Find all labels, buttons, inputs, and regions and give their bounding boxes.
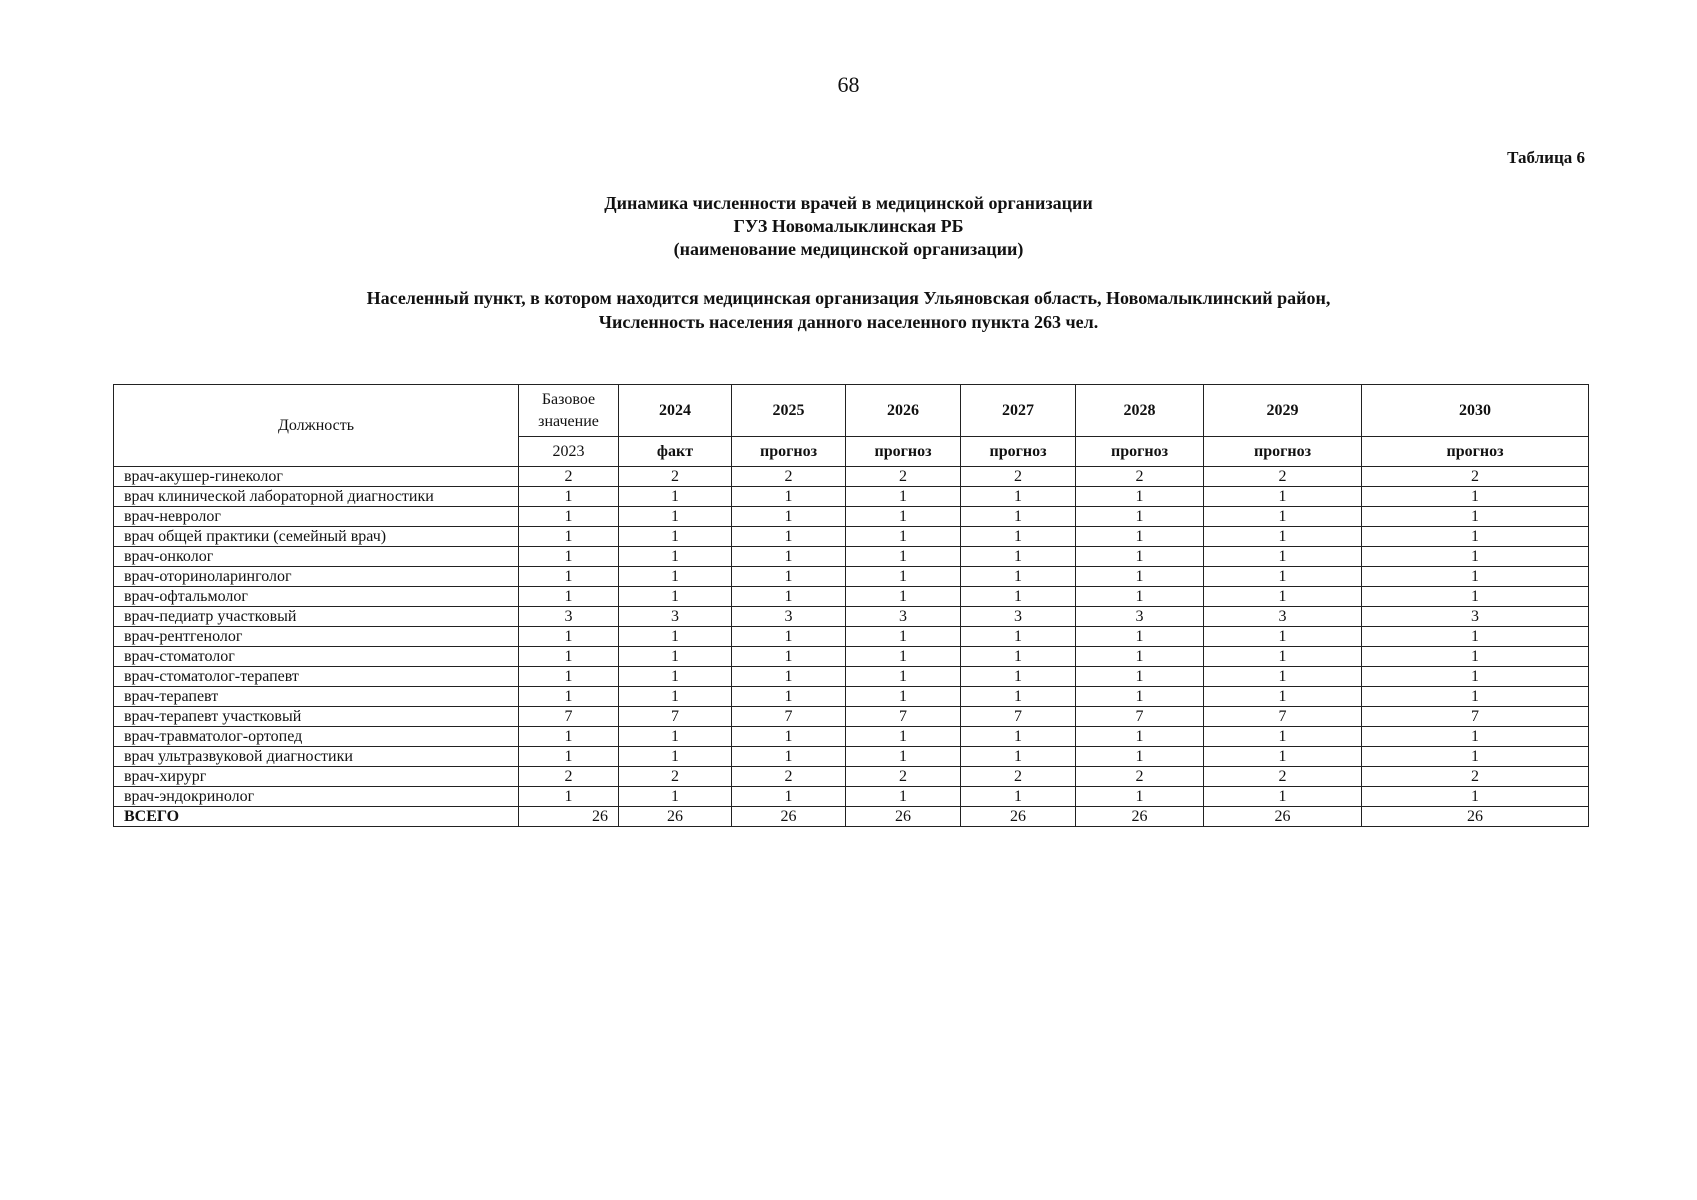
year-value-cell: 1 [619, 667, 732, 687]
year-value-cell: 1 [1076, 527, 1204, 547]
base-value-cell: 2 [519, 467, 619, 487]
year-value-cell: 1 [1076, 667, 1204, 687]
year-value-cell: 1 [846, 507, 961, 527]
heading-organization-note: (наименование медицинской организации) [673, 239, 1024, 259]
table-row [114, 567, 1589, 587]
table-row [114, 487, 1589, 507]
year-value-cell: 1 [1204, 587, 1362, 607]
year-value-cell: 1 [732, 487, 846, 507]
total-year-value: 26 [846, 807, 961, 827]
year-value-cell: 7 [1204, 707, 1362, 727]
base-value-cell: 1 [519, 647, 619, 667]
position-cell: врач-эндокринолог [114, 787, 519, 807]
year-value-cell: 1 [1204, 667, 1362, 687]
position-cell: врач-онколог [114, 547, 519, 567]
year-value-cell: 1 [732, 547, 846, 567]
year-value-cell: 1 [1204, 727, 1362, 747]
header-value-type: прогноз [1076, 437, 1204, 467]
total-year-value: 26 [732, 807, 846, 827]
year-value-cell: 1 [1362, 587, 1589, 607]
year-value-cell: 3 [619, 607, 732, 627]
year-value-cell: 1 [732, 507, 846, 527]
location-settlement: Населенный пункт, в котором находится медицинская организация Ульяновская область, Новомалыклинский район, [366, 288, 1331, 308]
position-cell: врач-травматолог-ортопед [114, 727, 519, 747]
total-year-value: 26 [1076, 807, 1204, 827]
table-row [114, 467, 1589, 487]
year-value-cell: 7 [619, 707, 732, 727]
position-cell: врач общей практики (семейный врач) [114, 527, 519, 547]
table-row [114, 527, 1589, 547]
year-value-cell: 2 [961, 767, 1076, 787]
year-value-cell: 1 [961, 507, 1076, 527]
year-value-cell: 1 [1362, 667, 1589, 687]
year-value-cell: 1 [1076, 487, 1204, 507]
year-value-cell: 1 [1204, 527, 1362, 547]
year-value-cell: 1 [619, 567, 732, 587]
year-value-cell: 3 [1204, 607, 1362, 627]
header-base-year: 2023 [519, 437, 619, 467]
table-row [114, 647, 1589, 667]
header-year: 2025 [732, 385, 846, 437]
year-value-cell: 1 [1362, 787, 1589, 807]
year-value-cell: 1 [732, 787, 846, 807]
header-year: 2028 [1076, 385, 1204, 437]
year-value-cell: 1 [732, 687, 846, 707]
position-cell: врач клинической лабораторной диагностики [114, 487, 519, 507]
table-row [114, 627, 1589, 647]
year-value-cell: 1 [619, 547, 732, 567]
year-value-cell: 2 [1204, 767, 1362, 787]
year-value-cell: 1 [619, 687, 732, 707]
year-value-cell: 1 [1076, 727, 1204, 747]
year-value-cell: 1 [732, 567, 846, 587]
base-value-cell: 1 [519, 527, 619, 547]
year-value-cell: 1 [961, 567, 1076, 587]
year-value-cell: 1 [846, 647, 961, 667]
year-value-cell: 2 [1076, 467, 1204, 487]
year-value-cell: 7 [1362, 707, 1589, 727]
header-value-type: прогноз [846, 437, 961, 467]
table-row [114, 727, 1589, 747]
year-value-cell: 1 [961, 627, 1076, 647]
total-year-value: 26 [1204, 807, 1362, 827]
year-value-cell: 1 [1362, 487, 1589, 507]
year-value-cell: 1 [619, 647, 732, 667]
table-row [114, 667, 1589, 687]
year-value-cell: 1 [1362, 647, 1589, 667]
header-year: 2024 [619, 385, 732, 437]
location-info [0, 286, 1697, 334]
table-row [114, 707, 1589, 727]
base-value-cell: 1 [519, 687, 619, 707]
year-value-cell: 2 [961, 467, 1076, 487]
base-value-cell: 1 [519, 787, 619, 807]
table-body [114, 467, 1589, 827]
year-value-cell: 7 [846, 707, 961, 727]
year-value-cell: 1 [619, 487, 732, 507]
year-value-cell: 1 [732, 527, 846, 547]
year-value-cell: 1 [1076, 587, 1204, 607]
year-value-cell: 1 [1362, 547, 1589, 567]
total-year-value: 26 [961, 807, 1076, 827]
document-heading [0, 192, 1697, 261]
year-value-cell: 1 [961, 647, 1076, 667]
table-caption: Таблица 6 [1507, 148, 1585, 167]
year-value-cell: 1 [1362, 727, 1589, 747]
year-value-cell: 1 [1362, 567, 1589, 587]
base-value-cell: 1 [519, 547, 619, 567]
year-value-cell: 1 [1204, 687, 1362, 707]
header-year: 2029 [1204, 385, 1362, 437]
year-value-cell: 1 [846, 747, 961, 767]
year-value-cell: 7 [961, 707, 1076, 727]
year-value-cell: 1 [1362, 747, 1589, 767]
position-cell: врач-оториноларинголог [114, 567, 519, 587]
year-value-cell: 1 [961, 727, 1076, 747]
year-value-cell: 1 [961, 747, 1076, 767]
year-value-cell: 1 [1362, 507, 1589, 527]
base-value-cell: 2 [519, 767, 619, 787]
year-value-cell: 1 [846, 547, 961, 567]
total-label: ВСЕГО [114, 807, 519, 827]
year-value-cell: 1 [732, 747, 846, 767]
year-value-cell: 2 [732, 767, 846, 787]
year-value-cell: 1 [1362, 627, 1589, 647]
year-value-cell: 1 [1362, 687, 1589, 707]
header-value-type: прогноз [961, 437, 1076, 467]
position-cell: врач ультразвуковой диагностики [114, 747, 519, 767]
table-row [114, 747, 1589, 767]
header-base-value: Базовое значение [519, 385, 619, 437]
year-value-cell: 1 [846, 787, 961, 807]
year-value-cell: 1 [961, 667, 1076, 687]
year-value-cell: 1 [619, 787, 732, 807]
table-row [114, 507, 1589, 527]
year-value-cell: 2 [1362, 767, 1589, 787]
year-value-cell: 2 [619, 467, 732, 487]
header-year: 2030 [1362, 385, 1589, 437]
year-value-cell: 1 [1076, 567, 1204, 587]
position-cell: врач-рентгенолог [114, 627, 519, 647]
year-value-cell: 1 [619, 747, 732, 767]
position-cell: врач-невролог [114, 507, 519, 527]
year-value-cell: 1 [619, 527, 732, 547]
year-value-cell: 1 [846, 587, 961, 607]
year-value-cell: 2 [1076, 767, 1204, 787]
year-value-cell: 1 [1076, 747, 1204, 767]
year-value-cell: 1 [961, 547, 1076, 567]
table-row [114, 687, 1589, 707]
year-value-cell: 1 [961, 487, 1076, 507]
base-value-cell: 1 [519, 627, 619, 647]
header-position: Должность [114, 385, 519, 467]
total-base-value: 26 [519, 807, 619, 827]
year-value-cell: 1 [1204, 507, 1362, 527]
year-value-cell: 1 [846, 667, 961, 687]
year-value-cell: 3 [846, 607, 961, 627]
year-value-cell: 1 [846, 487, 961, 507]
year-value-cell: 1 [1076, 647, 1204, 667]
position-cell: врач-терапевт [114, 687, 519, 707]
base-value-cell: 1 [519, 567, 619, 587]
year-value-cell: 1 [1204, 747, 1362, 767]
year-value-cell: 1 [732, 667, 846, 687]
total-year-value: 26 [1362, 807, 1589, 827]
base-value-cell: 1 [519, 747, 619, 767]
base-value-cell: 1 [519, 727, 619, 747]
position-cell: врач-стоматолог-терапевт [114, 667, 519, 687]
year-value-cell: 1 [961, 787, 1076, 807]
year-value-cell: 7 [1076, 707, 1204, 727]
year-value-cell: 1 [846, 527, 961, 547]
table-row [114, 547, 1589, 567]
year-value-cell: 3 [1362, 607, 1589, 627]
heading-title: Динамика численности врачей в медицинской организации [604, 193, 1093, 213]
position-cell: врач-офтальмолог [114, 587, 519, 607]
year-value-cell: 2 [1362, 467, 1589, 487]
year-value-cell: 1 [846, 567, 961, 587]
year-value-cell: 1 [1362, 527, 1589, 547]
year-value-cell: 1 [1076, 507, 1204, 527]
page-number: 68 [837, 72, 860, 97]
year-value-cell: 1 [732, 627, 846, 647]
year-value-cell: 1 [619, 587, 732, 607]
year-value-cell: 1 [619, 727, 732, 747]
year-value-cell: 2 [1204, 467, 1362, 487]
header-value-type: прогноз [1204, 437, 1362, 467]
base-value-cell: 7 [519, 707, 619, 727]
position-cell: врач-хирург [114, 767, 519, 787]
table-row [114, 787, 1589, 807]
base-value-cell: 1 [519, 667, 619, 687]
year-value-cell: 1 [1204, 627, 1362, 647]
base-value-cell: 1 [519, 507, 619, 527]
position-cell: врач-терапевт участковый [114, 707, 519, 727]
table-row [114, 767, 1589, 787]
year-value-cell: 1 [1076, 687, 1204, 707]
header-value-type: факт [619, 437, 732, 467]
year-value-cell: 1 [961, 587, 1076, 607]
header-year: 2027 [961, 385, 1076, 437]
year-value-cell: 1 [1204, 487, 1362, 507]
year-value-cell: 1 [1204, 567, 1362, 587]
year-value-cell: 3 [732, 607, 846, 627]
year-value-cell: 1 [846, 687, 961, 707]
position-cell: врач-акушер-гинеколог [114, 467, 519, 487]
location-population: Численность населения данного населенного пункта 263 чел. [598, 312, 1099, 332]
position-cell: врач-педиатр участковый [114, 607, 519, 627]
header-value-type: прогноз [1362, 437, 1589, 467]
base-value-cell: 3 [519, 607, 619, 627]
year-value-cell: 1 [1076, 787, 1204, 807]
year-value-cell: 1 [732, 647, 846, 667]
header-year: 2026 [846, 385, 961, 437]
year-value-cell: 1 [846, 627, 961, 647]
base-value-cell: 1 [519, 587, 619, 607]
year-value-cell: 1 [619, 507, 732, 527]
year-value-cell: 1 [961, 527, 1076, 547]
year-value-cell: 2 [732, 467, 846, 487]
doctors-staff-table [113, 384, 1589, 827]
year-value-cell: 1 [1076, 627, 1204, 647]
position-cell: врач-стоматолог [114, 647, 519, 667]
total-row [114, 807, 1589, 827]
year-value-cell: 1 [961, 687, 1076, 707]
year-value-cell: 1 [732, 727, 846, 747]
year-value-cell: 3 [1076, 607, 1204, 627]
year-value-cell: 7 [732, 707, 846, 727]
year-value-cell: 2 [619, 767, 732, 787]
table-row [114, 607, 1589, 627]
table-row [114, 587, 1589, 607]
year-value-cell: 1 [1204, 547, 1362, 567]
year-value-cell: 2 [846, 767, 961, 787]
year-value-cell: 1 [732, 587, 846, 607]
year-value-cell: 3 [961, 607, 1076, 627]
base-value-cell: 1 [519, 487, 619, 507]
year-value-cell: 2 [846, 467, 961, 487]
year-value-cell: 1 [1076, 547, 1204, 567]
total-year-value: 26 [619, 807, 732, 827]
year-value-cell: 1 [619, 627, 732, 647]
header-value-type: прогноз [732, 437, 846, 467]
year-value-cell: 1 [1204, 787, 1362, 807]
table-header-row-years [114, 385, 1589, 437]
year-value-cell: 1 [846, 727, 961, 747]
heading-organization: ГУЗ Новомалыклинская РБ [733, 216, 964, 236]
year-value-cell: 1 [1204, 647, 1362, 667]
